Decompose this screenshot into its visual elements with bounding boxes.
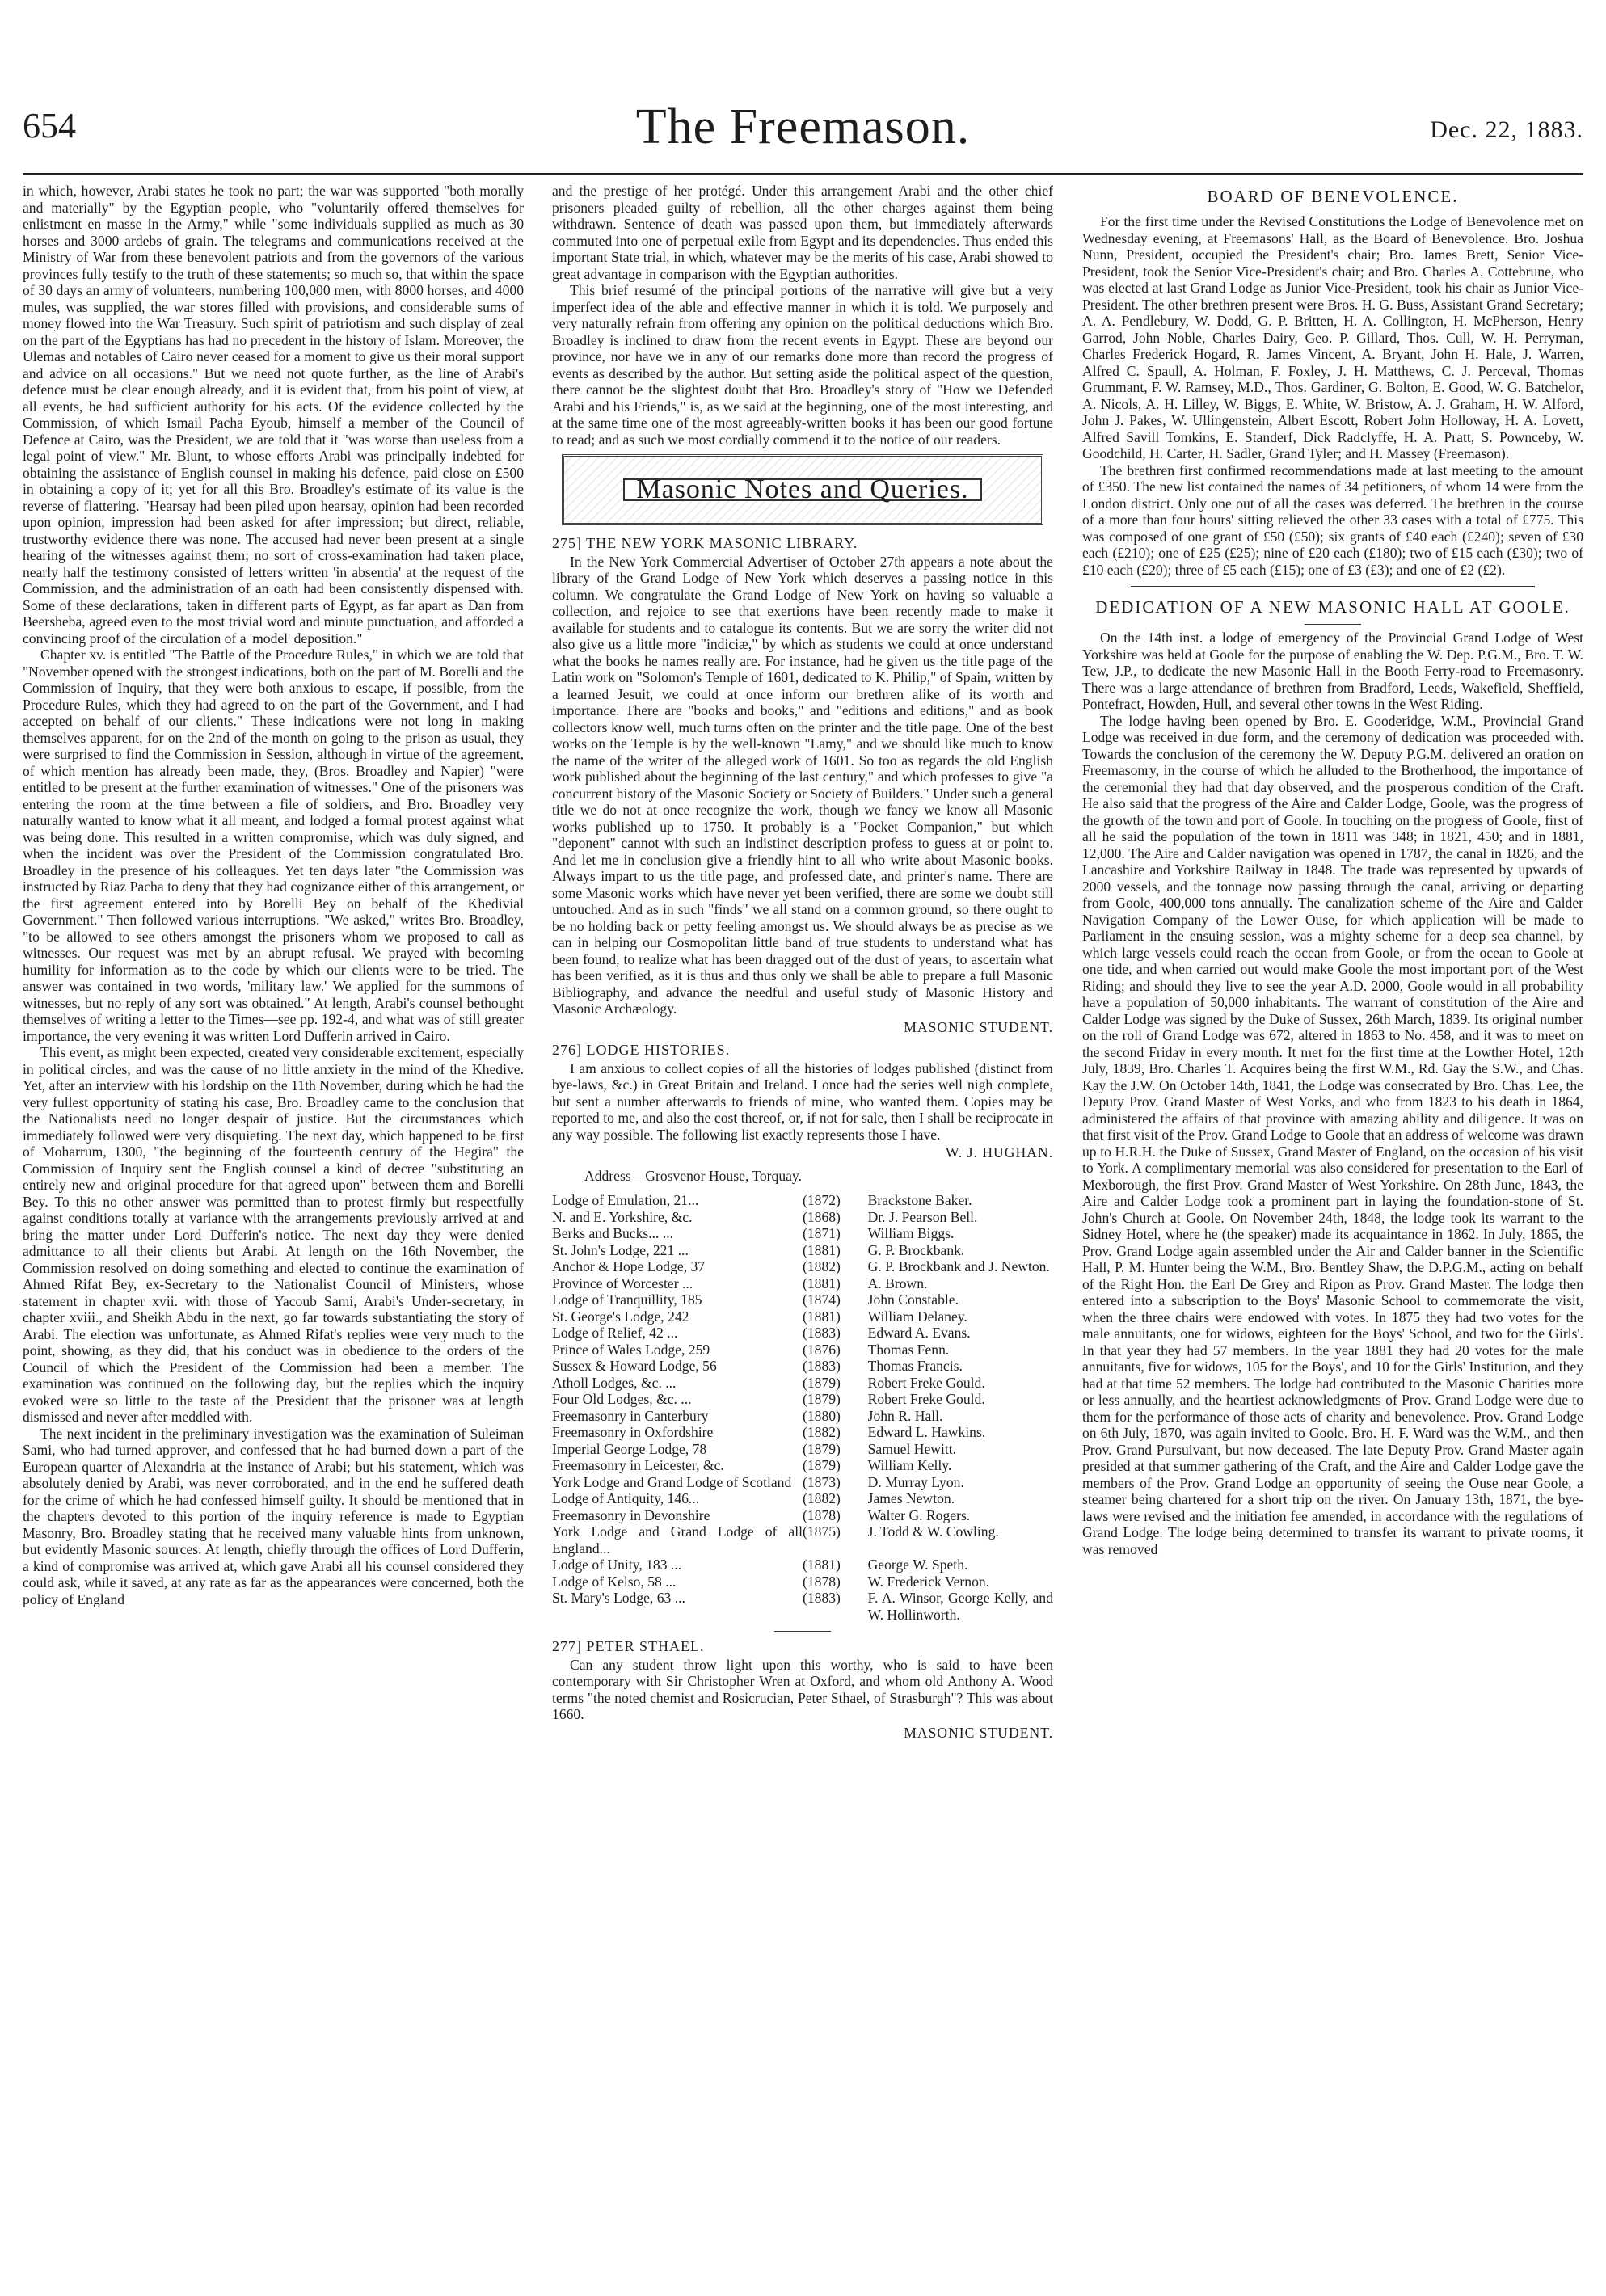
paragraph: The next incident in the preliminary investigation was the examination of Suleiman Sami, who had turned approver, and confessed that he had burned down a part of the European quarter of Alexandria at the instance of Arabi; but his statement, which was absolutely denied by Arabi, was never corroborated, and in the end he suffered death for the crime of which he had confessed himself guilty. It should be mentioned that in the chapters devoted to this portion of the inquiry reference is made to Egyptian Masonry, Bro. Broadley stating that he received many valuable hints from unknown, but evidently Masonic sources. At length, chiefly through the offices of Lord Dufferin, a kind of compromise was arrived at, which gave Arabi all his counsel considered they could ask, while it saved, at any rate as far as the appearances were concerned, both the policy of England	[23, 1425, 524, 1607]
newspaper-title: The Freemason.	[635, 99, 971, 154]
paragraph: The brethren first confirmed recommendations made at last meeting to the amount of £350. The new list contained the names of 34 petitioners, of whom 14 were from the London district. Only one out of all the cases was deferred. The brethren in the course of a more than four hours' sitting relieved the other 33 cases with a total of £775. This was composed of one grant of £50 (£50); six grants of £40 each (£240); seven of £30 each (£210); one of £25 (£25); nine of £20 each (£180); two of £15 each (£30); two of £10 each (£20); three of £5 each (£15); one of £3 (£3); and one of £2 (£2).	[1082, 461, 1583, 578]
table-row	[552, 1457, 1053, 1474]
lodge-year: (1881)	[803, 1241, 841, 1258]
lodge-name: York Lodge and Grand Lodge of Scotland	[552, 1473, 792, 1490]
column-2	[552, 183, 1053, 2268]
lodge-year: (1883)	[803, 1590, 841, 1606]
signature: W. J. HUGHAN.	[945, 1144, 1053, 1161]
table-row	[552, 1523, 1053, 1557]
lodge-year: (1882)	[803, 1258, 841, 1274]
banner-title: Masonic Notes and Queries.	[623, 478, 981, 502]
table-row	[552, 1441, 1053, 1458]
lodge-author: Edward A. Evans.	[867, 1325, 971, 1341]
page-number: 654	[23, 106, 76, 145]
table-row	[552, 1375, 1053, 1392]
paragraph: In the New York Commercial Advertiser of October 27th appears a note about the library of the Grand Lodge of New York which deserves a passing notice in this column. We congratulate the Grand Lodge of New York on having so valuable a collection, and rejoice to see that exertions have been recently made to make it available for students and to catalogue its contents. But we are sorry the writer did not also give us a little more "indiciæ," by which as students we could at once understand what the books he names really are. For instance, had he given us the title page of the Latin work on "Solomon's Temple of 1601, dedicated to K. Philip," of Spain, written by a learned Jesuit, we could at once inform our brethren alike of its worth and importance. There are "books and books," and "editions and editions," and as book collectors know well, much turns often on the printer and the title page. One of the best works on the Temple is by the well-known "Lamy," and we should like much to know the name of the writer of the alleged work of 1601. So too as regards the old English work published about the beginning of the last century," and which professes to give "a concurrent history of the Masonic Society or Society of Builders." Under such a general title we do not at once recognize the work, though we fancy we know all Masonic works published up to 1750. It probably is a "Pocket Companion," but which "deponent" cannot with such an indistinct description profess to guess at or point to. And let me in conclusion give a friendly hint to all who write about Masonic books. Always impart to us the title page, and professed date, and printer's name. There are some Masonic works which have never yet been verified, there are some we doubt still untouched. And as in such "finds" we all stand on a common ground, so there ought to be no holding back or petty feeling amongst us. We should always be as precise as we can in helping our Cosmopolitan little band of true students to understand what has been found, to realize what has been dragged out of the dust of years, to ascertain what has been verified, as it is thus and thus only we shall be able to prepare a full Masonic Bibliography, and advance the needful and useful study of Masonic History and Masonic Archæology.	[552, 553, 1053, 1017]
paragraph: Can any student throw light upon this worthy, who is said to have been contemporary with Sir Christopher Wren at Oxford, and whom old Anthony A. Wood terms "the noted chemist and Rosicrucian, Peter Sthael, of Strasburgh"? This was about 1660.	[552, 1656, 1053, 1722]
lodge-year: (1882)	[803, 1490, 841, 1506]
table-row	[552, 1342, 1053, 1359]
item-heading: 277] PETER STHAEL.	[552, 1638, 705, 1654]
table-row	[552, 1408, 1053, 1425]
lodge-year: (1872)	[803, 1192, 841, 1208]
lodge-year: (1881)	[803, 1308, 841, 1325]
lodge-name: Four Old Lodges, &c. ...	[552, 1391, 692, 1407]
paragraph: This event, as might been expected, created very considerable excitement, especially in political circles, and was the cause of no little anxiety in the mind of the Khedive. Yet, after an interview with his lordship on the 11th November, during which he had the very fullest opportunity of stating his case, Bro. Broadley came to the conclusion that the Nationalists need no longer despair of justice. But the circumstances which immediately followed were very disquieting. The next day, which happened to be first of Moharrum, 1300, "the beginning of the fourteenth century of the Hegira" the Commission of Inquiry sent the English counsel a kind of decree "substituting an entirely new and original procedure for that agreed upon" between them and Borelli Bey. To this no other answer was permitted than to protest firmly but respectfully against conditions totally at variance with the arrangements previously arrived at and bring the matter under Lord Dufferin's notice. The next day they were denied admittance to all their clients but Arabi. At length on the 16th November, the Commission resolved on doing something and elected to continue the examination of Ahmed Rifat Bey, ex-Secretary to the Nationalist Council of Ministers, whose statement in chapter xvii. with those of Yacoub Sami, Arabi's Under-secretary, in chapter xviii., and Sheikh Abdu in the next, go far towards substantiating the story of Arabi. The election was unfortunate, as Ahmed Rifat's replies were very much to the point, showing, as they did, that his conduct was in obedience to the orders of the Council of which the President of the Commission had been a member. The examination was continued on the following day, but the replies which the inquiry evoked were so little to the taste of the President that the prisoner was at length dismissed and never after meddled with.	[23, 1044, 524, 1425]
lodge-year: (1882)	[803, 1424, 841, 1440]
section-heading: DEDICATION OF A NEW MASONIC HALL AT GOOLE.	[1095, 597, 1570, 617]
lodge-author: Dr. J. Pearson Bell.	[867, 1208, 978, 1225]
table-row	[552, 1590, 1053, 1623]
lodge-name: Lodge of Kelso, 58 ...	[552, 1573, 677, 1590]
lodge-author: William Biggs.	[867, 1225, 955, 1241]
table-row	[552, 1490, 1053, 1507]
lodge-author: W. Frederick Vernon.	[867, 1573, 990, 1590]
issue-date: Dec. 22, 1883.	[1430, 116, 1583, 143]
table-row	[552, 1358, 1053, 1375]
paragraph: The lodge having been opened by Bro. E. Gooderidge, W.M., Provincial Grand Lodge was received in due form, and the ceremony of dedication was proceeded with. Towards the conclusion of the ceremony the W. Deputy P.G.M. delivered an oration on Freemasonry, in the course of which he alluded to the Brotherhood, the importance of the ceremonial they had that day observed, and the prosperous condition of the Craft. He also said that the progress of the Aire and Calder Lodge, Goole, was the progress of the growth of the town and port of Goole. In touching on the progress of Goole, first of all he said the population of the town in 1811 was 348; in 1821, 450; and in 1881, 12,000. The Aire and Calder navigation was opened in 1787, the canal in 1826, and the Lancashire and Yorkshire Railway in 1848. The trade was represented by upwards of 2000 vessels, and the tonnage now passing through the canal, arriving or departing from Goole, 400,000 tons annually. The canalization scheme of the Aire and Calder Navigation Company of the Lower Ouse, for which application will be made to Parliament in the ensuing session, was a mighty scheme for a deep sea channel, by which large vessels could reach the ocean from Goole, or from the ocean to Goole at one tide, and when carried out would make Goole the most important port of the West Riding; and should they live to see the year A.D. 2000, Goole would in all probability have a population of 50,000 inhabitants. The warrant of constitution of the Aire and Calder Lodge was signed by the Duke of Sussex, 26th March, 1839. Its original number on the roll of Grand Lodge was 672, altered in 1863 to No. 458, and it was to meet on the second Friday in every month. It met for the first time at the Lowther Hotel, 12th July, 1839, Bro. Charles T. Acquires being the first W.M., Rd. Gay the S.W., and Chas. Kay the J.W. On October 14th, 1841, the Lodge was consecrated by Bro. Chas. Lee, the Deputy Prov. Grand Master of West Yorks, and who from 1823 to his death in 1864, administered the affairs of that province with amazing ability and diligence. It was on that first visit of the Prov. Grand Lodge to Goole that an address of welcome was drawn up to H.R.H. the Duke of Sussex, Grand Master of England, on the occasion of his visit to York. A complimentary memorial was also considered for presentation to the Earl of Mexborough, the first Prov. Grand Master of West Yorkshire. On 28th June, 1843, the Aire and Calder Lodge took a prominent part in laying the foundation-stone of St. John's Church at Goole. On November 24th, 1848, the lodge took its warrant to the Sidney Hotel, where he (the speaker) made its acquaintance in 1862. In July, 1865, the Prov. Grand Lodge again assembled under the Air and Calder banner in the Scientific Hall, P. M. Hunter being the W.M., Bro. Bentley Shaw, the D.P.G.M., acting on behalf of the Right Hon. the Earl De Grey and Ripon as Prov. Grand Master. The lodge then entered into a subscription to the Boys' Masonic School to commemorate the visit, when the three chairs were endowed with votes. In 1875 they had two votes for the male annuitants, one for widows, eighteen for the Boys' School, and two for the Girls'. In that year they had 57 members. In the year 1881 they had 20 votes for the male annuitants, five for widows, 105 for the Boys', and 10 for the Girls' Institution, and they had at that time 52 members. The lodge had contributed to the Masonic Charities more or less annually, and the heartiest acknowledgments of Prov. Grand Lodge were due to them for the performance of those acts of charity and benevolence. Prov. Grand Lodge on 6th July, 1870, was again invited to Goole. Bro. H. F. Ward was the W.M., and then Prov. Grand Pursuivant, but now deceased. The late Deputy Prov. Grand Master again presided at that summer gathering of the Craft, and the Aire and Calder Lodge gave the members of the Prov. Grand Lodge an opportunity of seeing the Ouse near Goole, a steamer being chartered for a short trip on the river. On January 13th, 1871, the bye-laws were revised and the initiation fee amended, in accordance with the regulations of Grand Lodge. The lodge being determined to transfer its warrant to private rooms, it was removed	[1082, 712, 1583, 1557]
lodge-name: Imperial George Lodge, 78	[552, 1440, 707, 1457]
paragraph: Chapter xv. is entitled "The Battle of the Procedure Rules," in which we are told that "November opened with the strongest indications, both on the part of M. Borelli and the Commission of Inquiry, that they were both anxious to escape, if possible, from the Procedure Rules, which they had agreed to on the part of the Government, and I had accepted on behalf of our clients." These indications were not long in making themselves apparent, for on the 2nd of the month on going to the prison as usual, they were surprised to find the Commission in Session, although in virtue of the agreement, of which mention has already been made, they, (Bros. Broadley and Napier) "were entitled to be present at the further examination of witnesses." One of the prisoners was entering the room at the time between a file of soldiers, and Bro. Broadley very naturally wanted to know what it all meant, and lodged a formal protest against what was being done. This resulted in a written compromise, which was duly signed, and when the incident was over the President of the Commission congratulated Bro. Broadley in the presence of his colleagues. Yet ten days later "the Commission was instructed by Riaz Pacha to deny that they had cognizance either of this arrangement, or the first agreement entered into by Borelli Bey on behalf of the Khedivial Government." Then followed various interruptions. "We asked," writes Bro. Broadley, "to be allowed to see others amongst the prisoners whom we proposed to call as witnesses. Our request was met by an abrupt refusal. We prayed with becoming humility for information as to the code by which our clients were to be tried. The answer was contained in two words, 'military law.' We applied for the summons of witnesses, but no reply of any sort was obtained." At length, Arabi's counsel bethought themselves of writing a letter to the Times—see pp. 192-4, and what was of still greater importance, the very evening it was written Lord Dufferin arrived in Cairo.	[23, 647, 524, 1044]
lodge-author: Samuel Hewitt.	[867, 1440, 957, 1457]
paragraph: For the first time under the Revised Constitutions the Lodge of Benevolence met on Wednesday evening, at Freemasons' Hall, as the Board of Benevolence. Bro. Joshua Nunn, President, occupied the President's chair; Bro. James Brett, Senior Vice-President, took the Senior Vice-President's chair; and Bro. Charles A. Cottebrune, who was elected at last Grand Lodge as Junior Vice-President, took his chair as Junior Vice-President. The other brethren present were Bros. H. G. Buss, Assistant Grand Secretary; A. A. Pendlebury, W. Dodd, G. P. Britten, H. A. Collington, H. McPherson, Henry Garrod, John Noble, Charles Dairy, Geo. P. Gillard, Thos. Cull, W. H. Perryman, Charles Frederick Hogard, R. James Vincent, A. Bryant, John H. Hale, J. Warren, Alfred C. Spaull, A. Holman, F. Foxley, J. H. Matthews, C. J. Perceval, Thomas Grummant, F. W. Ramsey, M.D., Thos. Gardiner, G. Bolton, E. Good, W. G. Batchelor, A. Nicols, A. H. Lilley, W. Biggs, E. White, W. Bristow, A. J. Graham, H. W. Alford, John J. Pakes, W. Ullingenstein, Albert Escott, Robert John Holloway, H. A. Lovett, Alfred Savill Tomkins, E. Standerf, Dick Radclyffe, H. A. Pratt, S. Pownceby, W. Goodchild, H. Carter, H. Sadler, Grand Tyler; and H. Massey (Freemason).	[1082, 213, 1583, 461]
lodge-name: Freemasonry in Canterbury	[552, 1407, 709, 1424]
lodge-author: John Constable.	[867, 1291, 959, 1308]
lodge-year: (1879)	[803, 1391, 841, 1407]
signature: MASONIC STUDENT.	[904, 1018, 1053, 1035]
lodge-name: Freemasonry in Devonshire	[552, 1506, 710, 1523]
lodge-author: Thomas Fenn.	[867, 1341, 950, 1358]
lodge-author: F. A. Winsor, George Kelly, and W. Hollinworth.	[867, 1590, 1053, 1623]
paragraph: and the prestige of her protégé. Under this arrangement Arabi and the other chief prisoners pleaded guilty of rebellion, all the other charges against them being withdrawn. Sentence of death was passed upon them, but immediately afterwards commuted into one of perpetual exile from Egypt and its dependencies. Thus ended this important State trial, in which, whatever may be the merits of his case, Arabi showed to great advantage in comparison with the Egyptian authorities.	[552, 183, 1053, 282]
paragraph: I am anxious to collect copies of all the histories of lodges published (distinct from bye-laws, &c.) in Great Britain and Ireland. I once had the series well nigh complete, but sent a number afterwards to friends of mine, who wanted them. Copies may be reported to me, and also the cost thereof, or, if not for sale, then I shall be reciprocate in any way possible. The following list exactly represents those I have.	[552, 1060, 1053, 1143]
lodge-name: St. Mary's Lodge, 63 ...	[552, 1590, 685, 1606]
lodge-year: (1874)	[803, 1291, 841, 1308]
lodge-year: (1881)	[803, 1274, 841, 1291]
paragraph: This brief resumé of the principal portions of the narrative will give but a very imperfect idea of the able and effective manner in which it is told. We purposely and very naturally refrain from offering any opinion on the political deductions which Bro. Broadley is inclined to draw from the recent events in Egypt. These are beyond our province, nor have we in any of our remarks done more than record the progress of events as described by the author. But setting aside the political aspect of the question, there cannot be the slightest doubt that Bro. Broadley's story of "How we Defended Arabi and his Friends," is, as we said at the beginning, one of the most interesting, and at the same time one of the most agreeably-written books it has been our good fortune to read; and as such we most cordially commend it to the notice of our readers.	[552, 282, 1053, 448]
table-row	[552, 1507, 1053, 1524]
lodge-author: J. Todd & W. Cowling.	[867, 1523, 999, 1540]
lodge-name: Lodge of Unity, 183 ...	[552, 1557, 682, 1573]
lodge-name: Berks and Bucks... ...	[552, 1225, 674, 1241]
item-heading: 276] LODGE HISTORIES.	[552, 1042, 731, 1058]
table-row	[552, 1275, 1053, 1292]
lodge-year: (1868)	[803, 1208, 841, 1225]
lodge-author: D. Murray Lyon.	[867, 1473, 964, 1490]
table-row	[552, 1225, 1053, 1242]
lodge-name: Atholl Lodges, &c. ...	[552, 1374, 677, 1391]
lodge-name: Prince of Wales Lodge, 259	[552, 1341, 710, 1358]
lodge-author: Robert Freke Gould.	[867, 1374, 985, 1391]
lodge-author: George W. Speth.	[867, 1557, 968, 1573]
lodge-name: N. and E. Yorkshire, &c.	[552, 1208, 693, 1225]
table-row	[552, 1424, 1053, 1441]
divider	[1131, 586, 1535, 588]
lodge-name: Sussex & Howard Lodge, 56	[552, 1358, 717, 1374]
divider	[774, 1631, 831, 1632]
lodge-year: (1881)	[803, 1557, 841, 1573]
lodge-author: William Kelly.	[867, 1457, 952, 1473]
lodge-author: Brackstone Baker.	[867, 1192, 972, 1208]
lodge-name: Anchor & Hope Lodge, 37	[552, 1258, 706, 1274]
lodge-name: St. John's Lodge, 221 ...	[552, 1241, 689, 1258]
header-rule	[23, 173, 1583, 175]
lodge-name: York Lodge and Grand Lodge of all England...	[552, 1523, 803, 1557]
lodge-author: James Newton.	[867, 1490, 955, 1506]
lodge-name: Lodge of Emulation, 21...	[552, 1192, 699, 1208]
lodge-name: Lodge of Antiquity, 146...	[552, 1490, 700, 1506]
lodge-histories-table	[552, 1192, 1053, 1623]
lodge-year: (1879)	[803, 1374, 841, 1391]
lodge-year: (1876)	[803, 1341, 841, 1358]
lodge-author: G. P. Brockbank.	[867, 1241, 965, 1258]
table-row	[552, 1258, 1053, 1275]
lodge-author: Thomas Francis.	[867, 1358, 963, 1374]
lodge-year: (1879)	[803, 1440, 841, 1457]
lodge-year: (1873)	[803, 1473, 841, 1490]
lodge-year: (1883)	[803, 1325, 841, 1341]
lodge-author: William Delaney.	[867, 1308, 967, 1325]
table-row	[552, 1209, 1053, 1226]
table-row	[552, 1192, 1053, 1209]
table-row	[552, 1242, 1053, 1259]
paragraph: On the 14th inst. a lodge of emergency of the Provincial Grand Lodge of West Yorkshire was held at Goole for the purpose of enabling the W. Dep. P.G.M., Bro. T. W. Tew, J.P., to dedicate the new Masonic Hall in the Booth Ferry-road to Freemasonry. There was a large attendance of brethren from Bradford, Leeds, Wakefield, Sheffield, Pontefract, Howden, Hull, and several other towns in the West Riding.	[1082, 630, 1583, 712]
lodge-year: (1875)	[803, 1523, 841, 1540]
section-heading: BOARD OF BENEVOLENCE.	[1207, 187, 1459, 206]
lodge-name: Freemasonry in Oxfordshire	[552, 1424, 714, 1440]
lodge-author: Walter G. Rogers.	[867, 1506, 971, 1523]
column-3	[1082, 183, 1583, 2268]
paragraph: in which, however, Arabi states he took no part; the war was supported "both morally and materially" by the Egyptian people, who "voluntarily offered themselves for enlistment en masse in the Army," while "some individuals supplied as much as 30 horses and 3000 ardebs of grain. The telegrams and communications received at the Ministry of War from these benevolent patriots and from the governors of the various provinces fully testify to the truth of these statements; so much so, that within the space of 30 days an army of volunteers, numbering 100,000 men, with 8000 horses, and 4000 mules, was supplied, the war stores filled with provisions, and considerable sums of money flowed into the War Treasury. Such spirit of patriotism and such display of zeal on the part of the Egyptians has had no precedent in the history of Islam. Moreover, the Ulemas and notables of Cairo never ceased for a moment to give us their moral support and advice on all occasions." But we need not quote further, as the line of Arabi's defence must be clear enough already, and it is evident that, from his point of view, at all events, he had sufficient authority for his acts. Of the evidence collected by the Commission, of which Ismail Pacha Eyoub, himself a member of the Council of Defence at Cairo, was the President, we are told that it "was worse than useless from a legal point of view." Mr. Blunt, to whose efforts Arabi was principally indebted for obtaining the assistance of English counsel in making his defence, paid close on £500 in obtaining a copy of it; yet for all this Bro. Broadley's estimate of its value is the reverse of flattering. "Hearsay had been piled upon hearsay, opinion had been recorded upon opinion, impression had been asked for after impression; but direct, reliable, trustworthy evidence there was none. The accused had never been present at a single hearing of the witnesses against them; no sort of cross-examination had taken place, nearly half the testimony consisted of letters written 'in absentia' at the request of the Commission, and the administration of an oath had been consistently dispensed with. Some of these declarations, taken in different parts of Egypt, as far apart as Dan from Beersheba, agreed even to the most trivial word and minute punctuation, and afforded a convincing proof of the circulation of a 'model' deposition."	[23, 183, 524, 647]
lodge-name: Lodge of Relief, 42 ...	[552, 1325, 678, 1341]
lodge-year: (1880)	[803, 1407, 841, 1424]
column-1	[23, 183, 524, 2268]
table-row	[552, 1391, 1053, 1408]
lodge-name: St. George's Lodge, 242	[552, 1308, 689, 1325]
lodge-author: A. Brown.	[867, 1274, 928, 1291]
masthead	[23, 99, 1583, 179]
lodge-year: (1878)	[803, 1506, 841, 1523]
lodge-name: Lodge of Tranquillity, 185	[552, 1291, 702, 1308]
lodge-year: (1883)	[803, 1358, 841, 1374]
lodge-author: John R. Hall.	[867, 1407, 943, 1424]
signature: MASONIC STUDENT.	[904, 1724, 1053, 1741]
lodge-author: G. P. Brockbank and J. Newton.	[867, 1258, 1050, 1274]
lodge-year: (1879)	[803, 1457, 841, 1473]
lodge-author: Robert Freke Gould.	[867, 1391, 985, 1407]
table-row	[552, 1308, 1053, 1325]
lodge-name: Province of Worcester ...	[552, 1274, 693, 1291]
item-heading: 275] THE NEW YORK MASONIC LIBRARY.	[552, 535, 858, 551]
divider	[1305, 624, 1361, 625]
lodge-name: Freemasonry in Leicester, &c.	[552, 1457, 724, 1473]
address: Address—Grosvenor House, Torquay.	[584, 1167, 802, 1184]
lodge-author: Edward L. Hawkins.	[867, 1424, 986, 1440]
lodge-year: (1871)	[803, 1225, 841, 1241]
table-row	[552, 1573, 1053, 1590]
section-banner	[562, 454, 1043, 525]
lodge-year: (1878)	[803, 1573, 841, 1590]
table-row	[552, 1291, 1053, 1308]
table-row	[552, 1325, 1053, 1342]
table-row	[552, 1474, 1053, 1491]
table-row	[552, 1557, 1053, 1573]
